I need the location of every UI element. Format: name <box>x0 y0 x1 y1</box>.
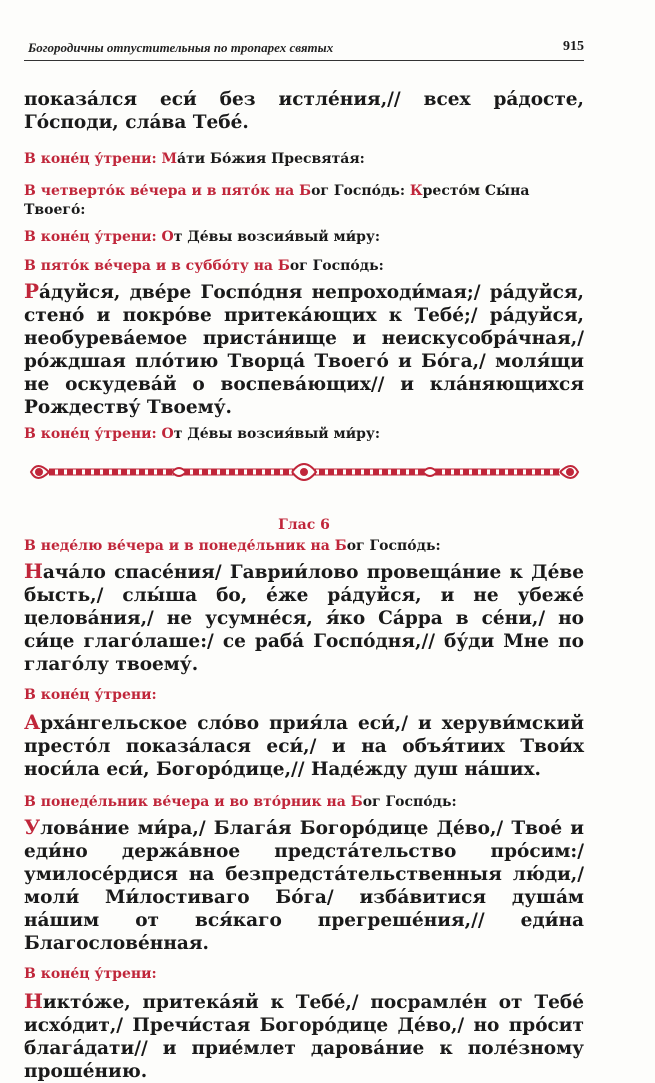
running-head <box>24 38 584 61</box>
ornamental-rope-divider-icon <box>27 452 582 492</box>
rubric-red: В коне́ц у́трени: О <box>24 426 174 442</box>
rubric-red: В пято́к ве́чера и в суббо́ту на Б <box>24 258 290 274</box>
drop-initial: Н <box>24 989 43 1013</box>
rubric <box>24 793 584 812</box>
rubric-black: ог Госпо́дь: <box>362 794 457 810</box>
hymn-body: икто́же, притека́яй к Тебе́,/ посрамле́н от Тебе́ исхо́дит,/ Пречи́стая Богоро́дице Де́во,/ но про́сит блага́дати// и прие́млет дарова́ние к поле́зному проше́нию. <box>24 992 584 1082</box>
rubric <box>24 228 584 247</box>
rubric-black: ог Госпо́дь: <box>311 183 410 199</box>
rubric <box>24 182 584 220</box>
drop-initial: А <box>24 710 41 734</box>
hymn-body: а́дуйся, две́ре Госпо́дня непроходи́мая;/ ра́дуйся, стено́ и покро́ве притека́ющих к Тебе́;/ ра́дуйся, необурева́емое приста́нище и неискусобра́чная,/ ро́ждшая пло́тию Творца́ Твоего́ и Бо́га,/ моля́щи не оскудева́й о воспева́ющих// и кла́няющихся Рождеству́ Твоему́. <box>24 282 584 418</box>
drop-initial: Р <box>24 279 40 303</box>
hymn-body: рха́нгельское сло́во прия́ла еси́,/ и херуви́мский престо́л показа́лася еси́,/ и на объя́тиих Твои́х носи́ла еси́, Богоро́дице,// Наде́жду душ на́ших. <box>24 713 584 780</box>
rubric <box>24 150 584 169</box>
hymn-text <box>24 711 584 781</box>
rubric-black: а́ти Бо́жия Пресвята́я: <box>177 151 365 167</box>
rubric-black: ог Госпо́дь: <box>289 258 384 274</box>
hymn-text: показа́лся еси́ без истле́ния,// всех ра́досте, Го́споди, сла́ва Тебе́. <box>24 89 584 133</box>
page-content <box>24 88 584 1083</box>
rubric-black: т Де́вы возсия́вый ми́ру: <box>173 229 381 245</box>
drop-initial: У <box>24 815 41 839</box>
drop-initial: Н <box>24 559 43 583</box>
rubric: В коне́ц у́трени: <box>24 687 157 703</box>
rubric-red: В неде́лю ве́чера и в понеде́льник на Б <box>24 538 347 554</box>
rubric-red: В коне́ц у́трени: М <box>24 151 178 167</box>
hymn-text <box>24 990 584 1083</box>
rubric <box>24 537 584 556</box>
page-number: 915 <box>563 39 584 54</box>
hymn-body: ача́ло спасе́ния/ Гаврии́лово провеща́ние к Де́ве бысть,/ слы́ша бо, е́же ра́дуйся, и не убеже́ целова́ния,/ не усумне́ся, я́ко Са́рра в се́ни,/ но си́це глаго́лаше:/ се раба́ Госпо́дня,// бу́ди Мне по глаго́лу твоему́. <box>24 562 584 675</box>
rubric <box>24 257 584 276</box>
rubric-red: К <box>409 183 423 199</box>
rubric-red: В понеде́льник ве́чера и во вто́рник на Б <box>24 794 363 810</box>
rubric-red: В четверто́к ве́чера и в пято́к на Б <box>24 183 312 199</box>
running-title: Богородичны отпустительныя по тропарех святых <box>28 40 334 55</box>
rubric-black: ресто́м Сы́на Твоего́: <box>24 183 530 218</box>
hymn-text <box>24 280 584 419</box>
rubric-red: В коне́ц у́трени: О <box>24 229 174 245</box>
rubric-black: т Де́вы возсия́вый ми́ру: <box>173 426 381 442</box>
tone-heading: Глас 6 <box>278 517 330 533</box>
rubric <box>24 425 584 444</box>
rubric: В коне́ц у́трени: <box>24 966 157 982</box>
hymn-text <box>24 560 584 676</box>
hymn-body: лова́ние ми́ра,/ Блага́я Богоро́дице Де́во,/ Твое́ и еди́но держа́вное предста́тельство про́сим:/ умилосе́рдися на безпредста́тельственныя лю́ди,/ моли́ Ми́лостиваго Бо́га/ изба́витися душа́м на́шим от вся́каго прегреше́ния,// еди́на Благослове́нная. <box>24 818 584 954</box>
rubric-black: ог Госпо́дь: <box>346 538 441 554</box>
hymn-text <box>24 816 584 955</box>
